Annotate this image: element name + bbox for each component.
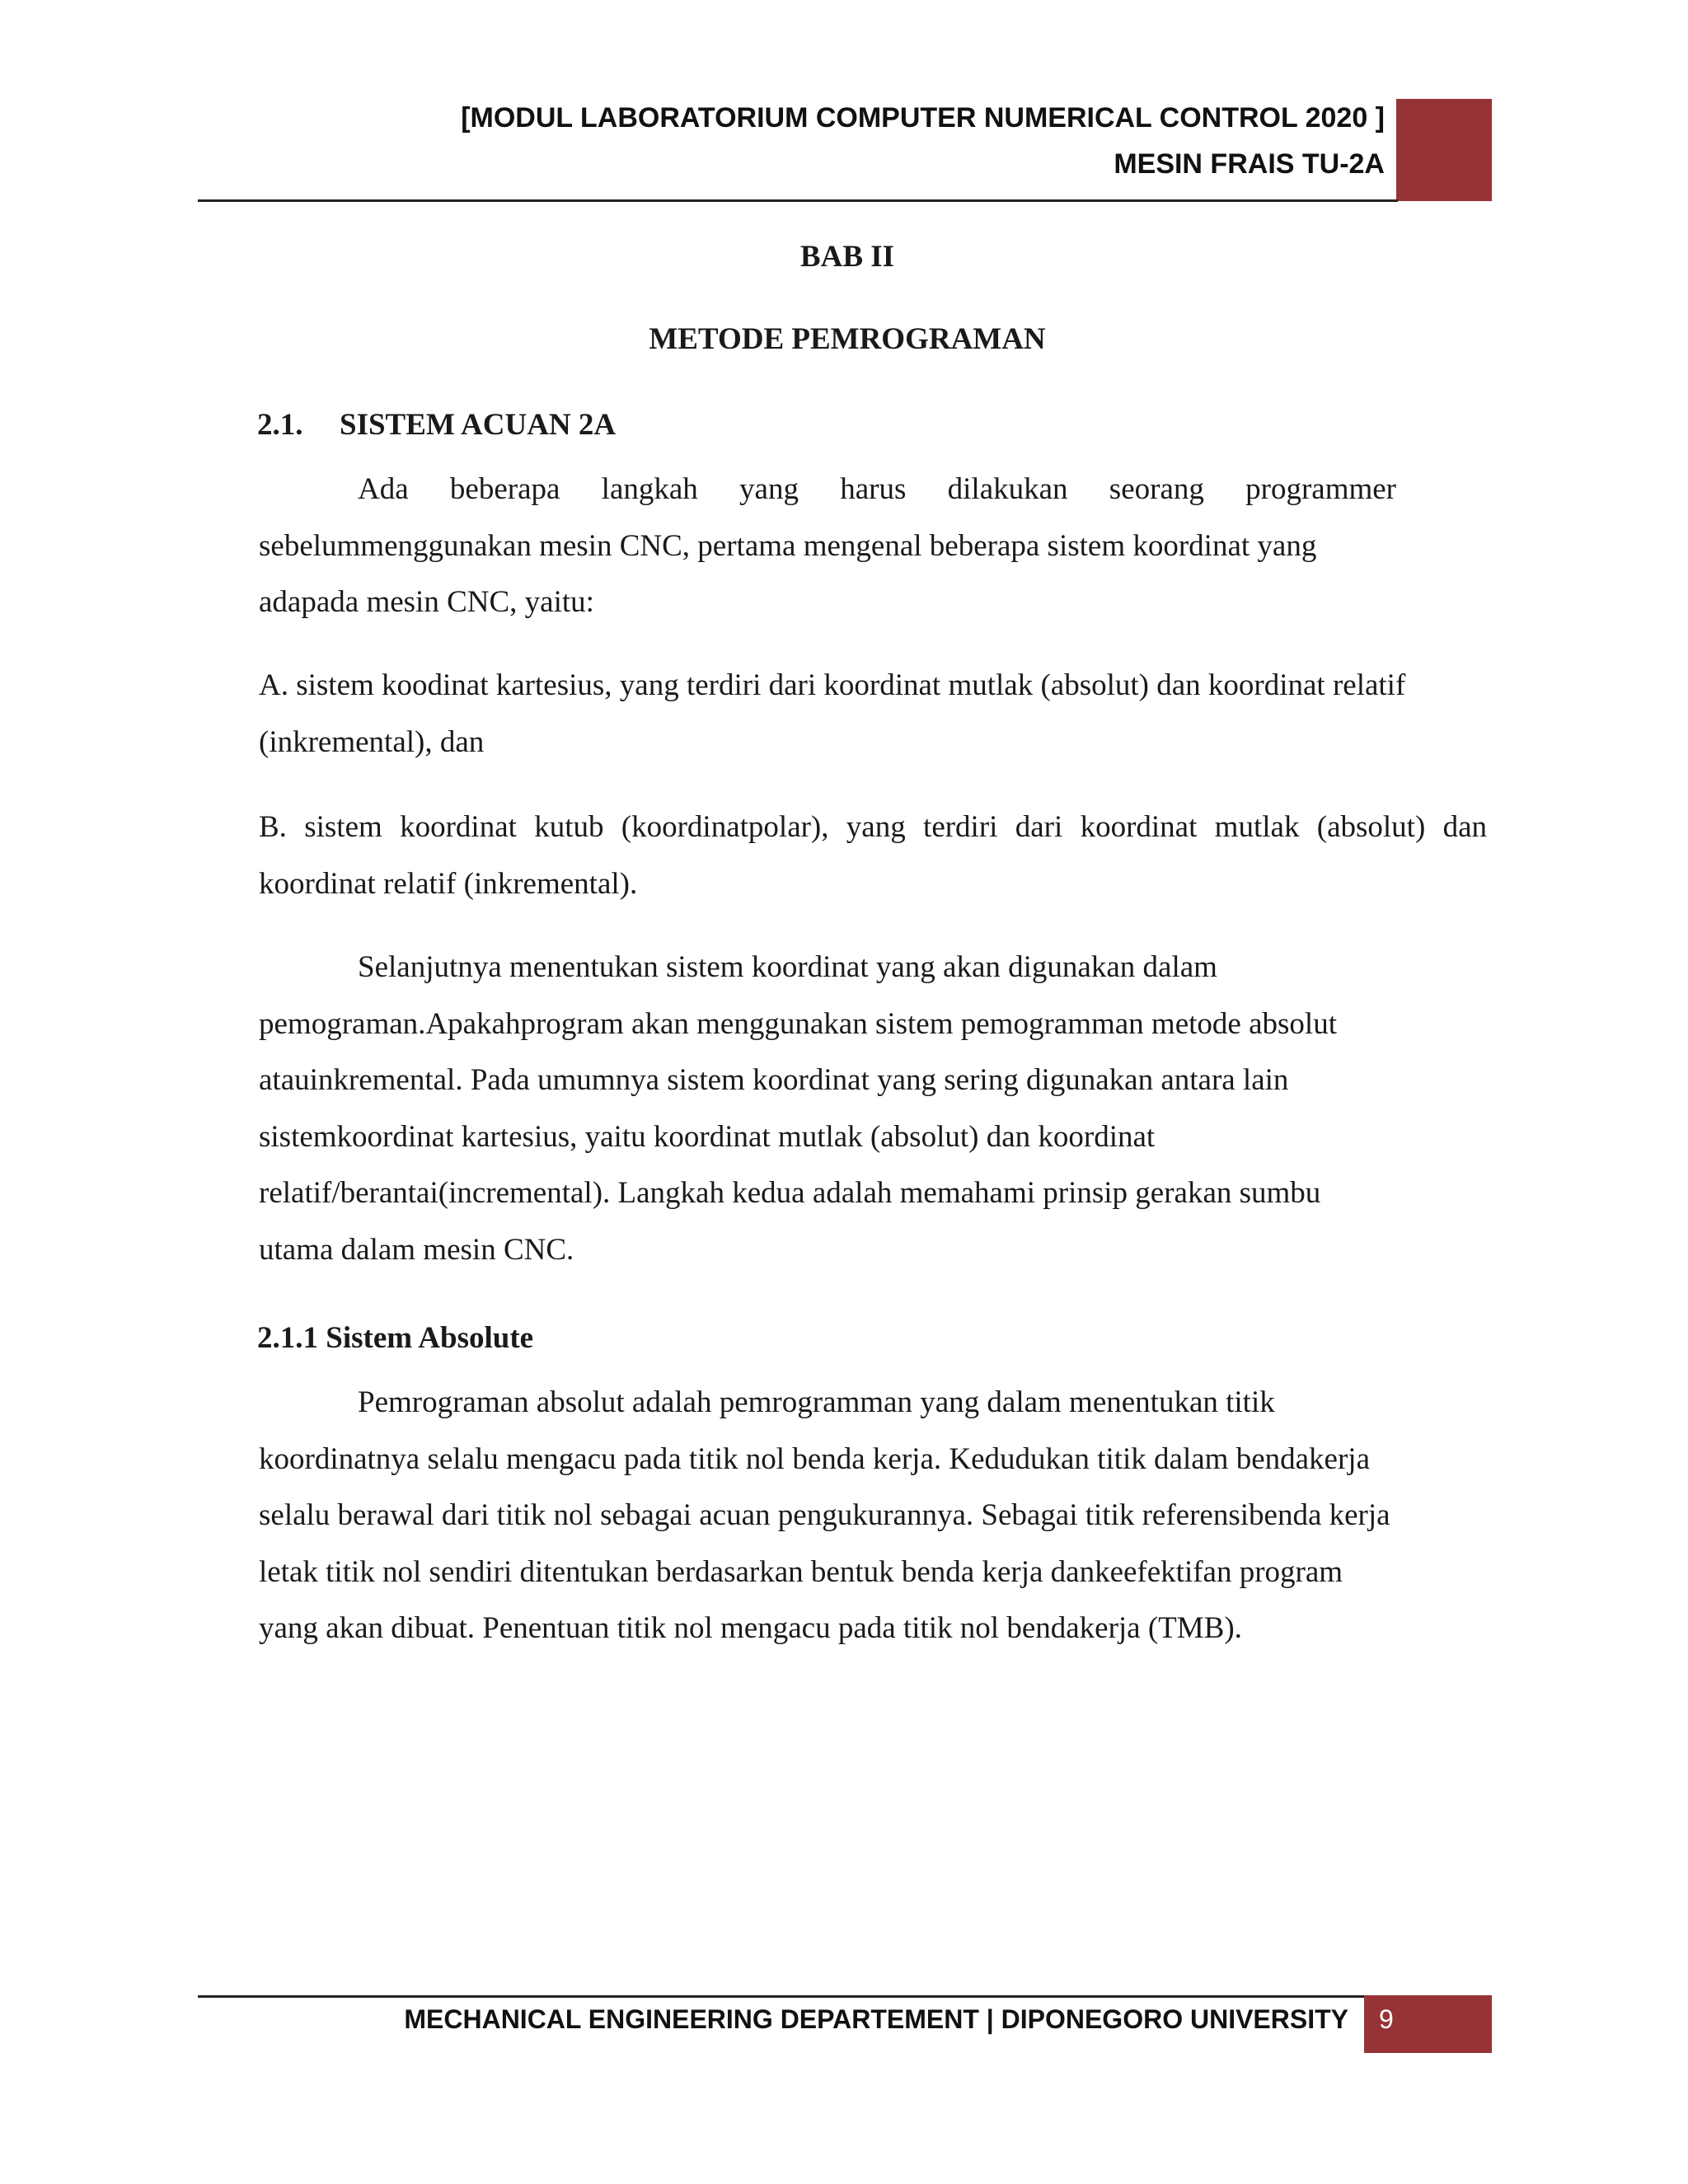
paragraph-line: (inkremental), dan: [259, 724, 485, 759]
list-item-b: [259, 799, 1487, 912]
chapter-label: BAB II: [799, 240, 895, 274]
paragraph-line: adapada mesin CNC, yaitu:: [259, 585, 594, 619]
absolute-paragraph: [259, 1375, 1487, 1657]
paragraph-line: letak titik nol sendiri ditentukan berdasarkan bentuk benda kerja dankeefektifan program: [259, 1554, 1343, 1589]
paragraph-line: atauinkremental. Pada umumnya sistem koordinat yang sering digunakan antara lain: [259, 1063, 1289, 1097]
list-item-a: [259, 658, 1487, 771]
paragraph-line: sebelummenggunakan mesin CNC, pertama mengenal beberapa sistem koordinat yang: [259, 528, 1317, 563]
header-accent-block: [1396, 99, 1492, 201]
paragraph-line: Pemrograman absolut adalah pemrogramman yang dalam menentukan titik: [358, 1385, 1275, 1419]
chapter-title: METODE PEMROGRAMAN: [649, 322, 1046, 356]
section-number: 2.1.: [257, 408, 303, 442]
paragraph-line: relatif/berantai(incremental). Langkah kedua adalah memahami prinsip gerakan sumbu: [259, 1176, 1321, 1210]
paragraph-line: A. sistem koodinat kartesius, yang terdiri dari koordinat mutlak (absolut) dan koordinat relatif: [259, 668, 1406, 702]
section-title: SISTEM ACUAN 2A: [340, 408, 617, 442]
header-subtitle: MESIN FRAIS TU-2A: [1114, 148, 1385, 180]
paragraph-line: koordinatnya selalu mengacu pada titik nol benda kerja. Kedudukan titik dalam bendakerja: [259, 1441, 1370, 1476]
footer-text: MECHANICAL ENGINEERING DEPARTEMENT | DIPONEGORO UNIVERSITY: [404, 2004, 1348, 2034]
paragraph-line: B. sistem koordinat kutub (koordinatpolar), yang terdiri dari koordinat mutlak (absolut) dan: [259, 810, 1487, 844]
section-heading-2-1: [257, 407, 616, 443]
paragraph-line: koordinat relatif (inkremental).: [259, 866, 638, 901]
page-number: 9: [1379, 2004, 1394, 2034]
paragraph-line: Selanjutnya menentukan sistem koordinat yang akan digunakan dalam: [358, 950, 1217, 984]
header-divider: [198, 199, 1398, 202]
paragraph-line: sistemkoordinat kartesius, yaitu koordinat mutlak (absolut) dan koordinat: [259, 1119, 1156, 1154]
header-title: [MODUL LABORATORIUM COMPUTER NUMERICAL CONTROL 2020 ]: [461, 102, 1385, 134]
intro-paragraph: [259, 462, 1396, 631]
section-heading-2-1-1: 2.1.1 Sistem Absolute: [257, 1321, 534, 1355]
follow-paragraph: [259, 940, 1446, 1278]
paragraph-line: utama dalam mesin CNC.: [259, 1232, 574, 1267]
paragraph-line: yang akan dibuat. Penentuan titik nol mengacu pada titik nol bendakerja (TMB).: [259, 1611, 1242, 1645]
paragraph-line: selalu berawal dari titik nol sebagai acuan pengukurannya. Sebagai titik referensibenda kerja: [259, 1498, 1390, 1532]
footer-divider: [198, 1995, 1366, 1998]
paragraph-line: Ada beberapa langkah yang harus dilakukan seorang programmer: [358, 472, 1396, 506]
paragraph-line: pemograman.Apakahprogram akan menggunakan sistem pemogramman metode absolut: [259, 1006, 1337, 1041]
